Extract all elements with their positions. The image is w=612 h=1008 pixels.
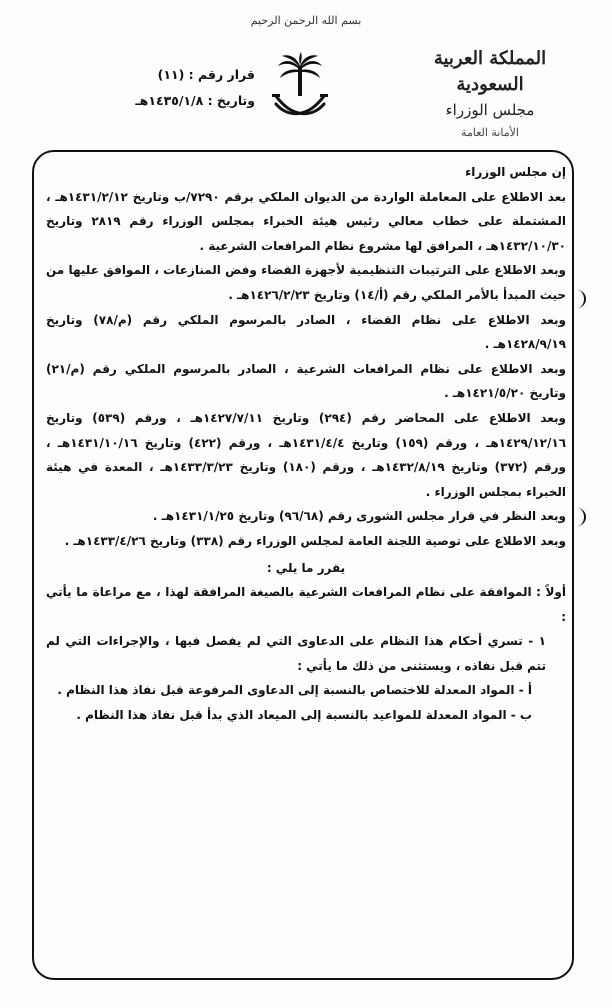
saudi-emblem-icon — [268, 52, 332, 126]
paragraph-7: وبعد الاطلاع على توصية اللجنة العامة لمجلس الوزراء رقم (٣٣٨) وتاريخ ١٤٣٣/٤/٢٦هـ . — [64, 533, 566, 548]
paragraph-6: وبعد النظر في قرار مجلس الشورى رقم (٩٦/٦٨) وتاريخ ١٤٣١/١/٢٥هـ . — [152, 509, 566, 524]
secretariat-name: الأمانة العامة — [461, 126, 519, 139]
paragraph-3: وبعد الاطلاع على نظام القضاء ، الصادر بالمرسوم الملكي رقم (م/٧٨) وتاريخ ١٤٢٨/٩/١٩هـ . — [46, 312, 566, 352]
opening-line: إن مجلس الوزراء — [465, 165, 566, 179]
margin-mark — [572, 508, 586, 526]
council-name: مجلس الوزراء — [445, 101, 535, 119]
decides-heading: يقرر ما يلي : — [266, 560, 346, 575]
decision-header — [90, 62, 255, 114]
item-b: ب - المواد المعدلة للمواعيد بالنسبة إلى الميعاد الذي بدأ قبل نفاذ هذا النظام . — [76, 708, 532, 723]
decision-body — [46, 160, 566, 728]
paragraph-1: بعد الاطلاع على المعاملة الواردة من الديوان الملكي برقم ٧٢٩٠/ب وتاريخ ١٤٣١/٢/١٢هـ ، المشتملة على خطاب معالي رئيس هيئة الخبراء بمجلس الوزراء رقم ٢٨١٩ وتاريخ ١٤٣٢/١٠/٣٠هـ ، المرافق لها مشروع نظام المرافعات الشرعية . — [46, 189, 566, 253]
paragraph-4: وبعد الاطلاع على نظام المرافعات الشرعية ، الصادر بالمرسوم الملكي رقم (م/٢١) وتاريخ ١٤٢١/٥/٢٠هـ . — [46, 361, 566, 401]
letterhead — [400, 46, 580, 144]
decision-date: وتاريخ : ١٤٣٥/١/٨هـ — [135, 93, 255, 108]
paragraph-2: وبعد الاطلاع على الترتيبات التنظيمية لأجهزة القضاء وفض المنازعات ، الموافق عليها من حيث المبدأ بالأمر الملكي رقم (أ/١٤) وتاريخ ١٤٢٦/٢/٢٣هـ . — [46, 263, 566, 302]
kingdom-name: المملكة العربية السعودية — [433, 48, 547, 95]
decision-number: قرار رقم : (١١) — [157, 67, 255, 82]
item-a: أ - المواد المعدلة للاختصاص بالنسبة إلى الدعاوى المرفوعة قبل نفاذ هذا النظام . — [57, 683, 532, 698]
margin-mark — [572, 290, 586, 308]
first-clause: أولاً : الموافقة على نظام المرافعات الشرعية بالصيغة المرافقة لهذا ، مع مراعاة ما يأتي : — [46, 585, 566, 624]
paragraph-5: وبعد الاطلاع على المحاضر رقم (٢٩٤) وتاريخ ١٤٢٧/٧/١١هـ ، ورقم (٥٣٩) وتاريخ ١٤٢٩/١٢/١٦هـ ، ورقم (١٥٩) وتاريخ ١٤٣١/٤/٤هـ ، ورقم (٤٢٢) وتاريخ ١٤٣١/١٠/١٦هـ ، ورقم (٣٧٢) وتاريخ ١٤٣٢/٨/١٩هـ ، ورقم (١٨٠) وتاريخ ١٤٣٣/٣/٢٣هـ ، المعدة في هيئة الخبراء بمجلس الوزراء . — [46, 410, 567, 499]
basmala: بسم الله الرحمن الرحيم — [250, 14, 362, 27]
item-1: ١ - تسري أحكام هذا النظام على الدعاوى التي لم يفصل فيها ، والإجراءات التي لم تتم قبل نفاذه ، ويستثنى من ذلك ما يأتي : — [46, 634, 546, 673]
